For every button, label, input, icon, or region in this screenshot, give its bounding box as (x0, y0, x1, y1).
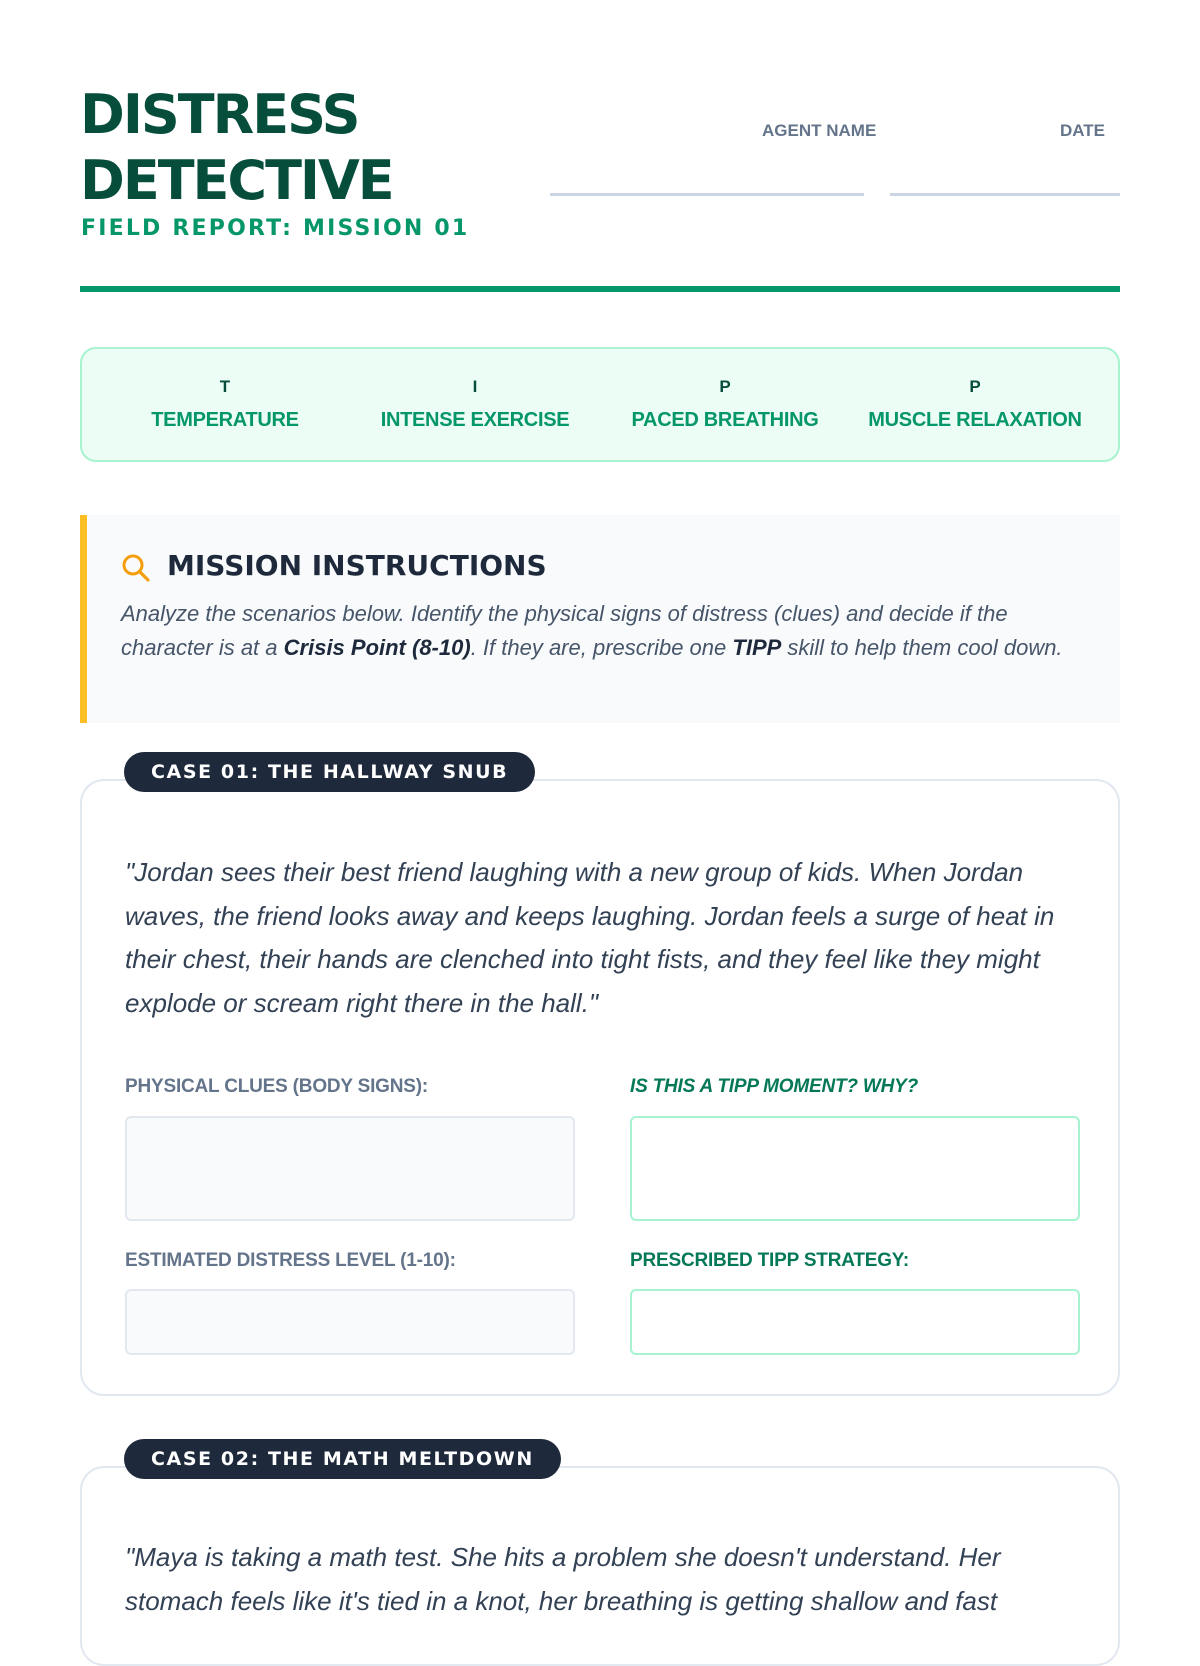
distress-level-label: ESTIMATED DISTRESS LEVEL (1-10): (125, 1250, 456, 1271)
page-subtitle: FIELD REPORT: MISSION 01 (81, 216, 470, 241)
instructions-heading: MISSION INSTRUCTIONS (167, 549, 547, 582)
date-field[interactable] (890, 193, 1120, 196)
tipp-strategy-label: PRESCRIBED TIPP STRATEGY: (630, 1250, 909, 1271)
case-card-02 (80, 1466, 1120, 1666)
instructions-text-part: . If they are, prescribe one (470, 635, 733, 660)
tipp-strategy-input[interactable] (630, 1289, 1080, 1355)
tipp-letter: I (472, 377, 478, 396)
tipp-item-muscle-relaxation (850, 349, 1100, 460)
agent-name-label: AGENT NAME (762, 121, 877, 140)
case-card-01 (80, 779, 1120, 1396)
tipp-item-paced-breathing (600, 349, 850, 460)
tipp-legend (80, 347, 1120, 462)
tipp-emphasis: TIPP (732, 635, 782, 660)
tipp-word: PACED BREATHING (631, 409, 819, 431)
tipp-item-intense-exercise (350, 349, 600, 460)
page-title (80, 82, 540, 214)
tipp-letter: P (719, 377, 731, 396)
tipp-letter: T (219, 377, 231, 396)
case-story: "Jordan sees their best friend laughing with a new group of kids. When Jordan waves, the friend looks away and keeps laughing. Jordan feels a surge of heat in their chest, their hands are clenched into tight fists, and they feel like they might explode or scream right there in the hall." (125, 857, 1055, 1018)
distress-level-input[interactable] (125, 1289, 575, 1355)
physical-clues-label: PHYSICAL CLUES (BODY SIGNS): (125, 1076, 429, 1097)
mission-instructions (80, 515, 1120, 723)
tipp-word: MUSCLE RELAXATION (868, 409, 1082, 431)
tipp-letter: P (969, 377, 981, 396)
header-divider (80, 286, 1120, 292)
case-tag-02: CASE 02: THE MATH MELTDOWN (124, 1439, 561, 1479)
tipp-item-temperature (100, 349, 350, 460)
title-line-1: DISTRESS (80, 83, 359, 146)
agent-name-field[interactable] (550, 193, 864, 196)
instructions-text (121, 597, 1101, 665)
tipp-moment-input[interactable] (630, 1116, 1080, 1221)
tipp-word: TEMPERATURE (151, 409, 299, 431)
physical-clues-input[interactable] (125, 1116, 575, 1221)
tipp-moment-label: IS THIS A TIPP MOMENT? WHY? (630, 1076, 919, 1097)
instructions-text-part: skill to help them cool down. (781, 635, 1063, 660)
instructions-text-part: Analyze the scenarios below. Identify the physical signs of distress (clues) and decide if the character is at a (121, 601, 1008, 660)
tipp-word: INTENSE EXERCISE (380, 409, 570, 431)
date-label: DATE (1060, 121, 1106, 140)
title-line-2: DETECTIVE (80, 149, 393, 212)
magnifying-glass-icon (120, 552, 152, 584)
crisis-point-emphasis: Crisis Point (8-10) (283, 635, 471, 660)
case-tag-01: CASE 01: THE HALLWAY SNUB (124, 752, 535, 792)
case-story: "Maya is taking a math test. She hits a problem she doesn't understand. Her stomach feels like it's tied in a knot, her breathing is getting shallow and fast (125, 1542, 1001, 1616)
